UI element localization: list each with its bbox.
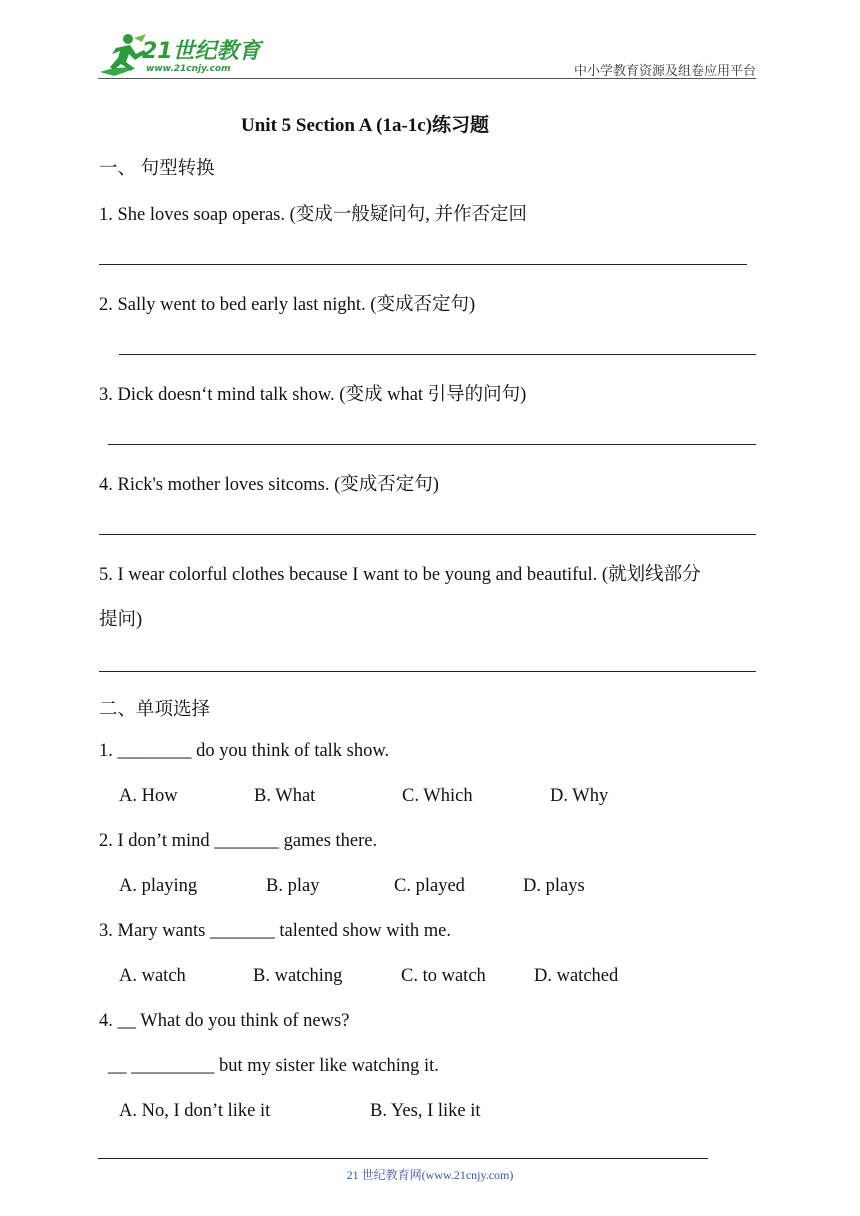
header-tagline: 中小学教育资源及组卷应用平台 [573, 63, 756, 78]
mc4-option-a[interactable]: A. No, I don’t like it [119, 1101, 271, 1121]
mc-question-1: 1. ________ do you think of talk show. [99, 741, 390, 761]
mc3-option-a[interactable]: A. watch [119, 966, 186, 986]
mc3-option-d[interactable]: D. watched [534, 966, 619, 986]
answer-line-4[interactable] [99, 534, 756, 535]
mc2-option-c[interactable]: C. played [394, 876, 465, 896]
section2-heading: 二、单项选择 [99, 700, 211, 720]
logo-text: 21世纪教育 [142, 39, 261, 64]
mc2-option-b[interactable]: B. play [266, 876, 320, 896]
transform-question-1: 1. She loves soap operas. (变成一般疑问句, 并作否定回 [99, 205, 528, 225]
mc1-option-d[interactable]: D. Why [550, 786, 609, 806]
footer-divider [98, 1158, 708, 1159]
mc2-option-a[interactable]: A. playing [119, 876, 198, 896]
mc3-option-c[interactable]: C. to watch [401, 966, 486, 986]
footer-text: 21 世纪教育网(www.21cnjy.com) [346, 1168, 514, 1182]
transform-question-5: 5. I wear colorful clothes because I want to be young and beautiful. (就划线部分 [99, 565, 701, 585]
answer-line-5[interactable] [99, 671, 756, 672]
mc-question-3: 3. Mary wants _______ talented show with me. [99, 921, 451, 941]
answer-line-3[interactable] [108, 444, 756, 445]
mc1-option-c[interactable]: C. Which [402, 786, 473, 806]
worksheet-title: Unit 5 Section A (1a-1c)练习题 [241, 115, 490, 136]
mc4-option-b[interactable]: B. Yes, I like it [370, 1101, 481, 1121]
header-divider [98, 78, 756, 79]
transform-question-3: 3. Dick doesn‘t mind talk show. (变成 what 引导的问句) [99, 385, 527, 405]
mc3-option-b[interactable]: B. watching [253, 966, 343, 986]
transform-question-4: 4. Rick's mother loves sitcoms. (变成否定句) [99, 475, 439, 495]
mc-question-2: 2. I don’t mind _______ games there. [99, 831, 378, 851]
transform-question-2: 2. Sally went to bed early last night. (变成否定句) [99, 295, 476, 315]
site-logo [96, 30, 266, 80]
mc1-option-a[interactable]: A. How [119, 786, 178, 806]
transform-question-5-cont: 提问) [99, 610, 143, 630]
section1-heading: 一、 句型转换 [99, 159, 215, 179]
mc1-option-b[interactable]: B. What [254, 786, 316, 806]
answer-line-1[interactable] [99, 264, 747, 265]
answer-line-2[interactable] [119, 354, 756, 355]
mc-question-4-line2: __ _________ but my sister like watching it. [108, 1056, 439, 1076]
mc2-option-d[interactable]: D. plays [523, 876, 585, 896]
logo-url: www.21cnjy.com [146, 64, 231, 74]
mc-question-4: 4. __ What do you think of news? [99, 1011, 350, 1031]
